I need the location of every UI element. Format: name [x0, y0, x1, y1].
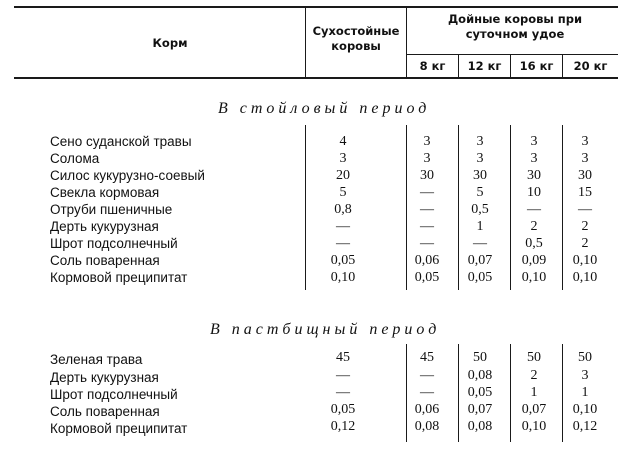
table-row-feed: Силос кукурузно-соевый — [50, 168, 205, 183]
table-row-feed: Свекла кормовая — [50, 185, 160, 200]
table-cell: 0,05 — [414, 270, 440, 285]
table-cell: 0,09 — [521, 253, 547, 268]
header-milk-cows: Дойные коровы при суточном удое — [447, 12, 583, 41]
table-row-feed: Кормовой преципитат — [50, 421, 188, 436]
table-cell: 0,07 — [467, 253, 493, 268]
table-row-feed: Соль поваренная — [50, 253, 160, 268]
table-cell: — — [336, 219, 350, 234]
table-cell: 0,05 — [330, 253, 356, 268]
table-cell: 15 — [578, 185, 592, 200]
table-row-feed: Сено суданской травы — [50, 134, 192, 149]
table-row-feed: Солома — [50, 151, 100, 166]
table-cell: 0,05 — [330, 402, 356, 417]
table-cell: 45 — [336, 350, 350, 365]
table-cell: 0,12 — [330, 419, 356, 434]
header-yield-16: 16 кг — [519, 59, 554, 73]
table-row-feed: Соль поваренная — [50, 404, 160, 419]
table-cell: — — [420, 368, 434, 383]
table-cell: 0,5 — [525, 236, 543, 251]
table-cell: 0,08 — [467, 368, 493, 383]
table-cell: 0,10 — [330, 270, 356, 285]
table-cell: 1 — [476, 219, 484, 234]
table-cell: 30 — [578, 168, 592, 183]
header-dry-cows: Сухостойные коровы — [312, 24, 400, 53]
header-bottom-rule — [14, 77, 618, 79]
table-cell: 3 — [339, 151, 347, 166]
table-cell: — — [336, 385, 350, 400]
table-cell: 0,08 — [467, 419, 493, 434]
header-yield-8: 8 кг — [419, 59, 446, 73]
table-cell: 0,10 — [572, 253, 598, 268]
table-cell: 0,10 — [572, 402, 598, 417]
stall-vrule-1 — [305, 125, 306, 290]
table-cell: — — [578, 202, 592, 217]
table-top-rule — [14, 6, 618, 8]
table-row-feed: Зеленая трава — [50, 352, 143, 367]
table-row-feed: Дерть кукурузная — [50, 219, 159, 234]
section-title-stall: В стойловый период — [218, 100, 431, 117]
table-cell: 0,10 — [521, 270, 547, 285]
table-cell: 0,06 — [414, 253, 440, 268]
header-feed: Корм — [152, 36, 188, 50]
table-row-feed: Шрот подсолнечный — [50, 236, 178, 251]
table-cell: 50 — [578, 350, 592, 365]
table-cell: 0,07 — [467, 402, 493, 417]
header-yield-12: 12 кг — [467, 59, 502, 73]
table-cell: 0,8 — [334, 202, 352, 217]
table-cell: 50 — [473, 350, 487, 365]
table-cell: 30 — [527, 168, 541, 183]
table-cell: 0,08 — [414, 419, 440, 434]
table-cell: 0,07 — [521, 402, 547, 417]
table-cell: — — [336, 236, 350, 251]
table-cell: 3 — [476, 151, 484, 166]
table-cell: 0,10 — [521, 419, 547, 434]
table-cell: 10 — [527, 185, 541, 200]
table-cell: 3 — [530, 151, 538, 166]
table-cell: 3 — [476, 134, 484, 149]
table-row-feed: Кормовой преципитат — [50, 270, 188, 285]
table-cell: 1 — [581, 385, 589, 400]
table-cell: 0,5 — [471, 202, 489, 217]
table-cell: — — [420, 219, 434, 234]
table-cell: — — [420, 385, 434, 400]
table-cell: 20 — [336, 168, 350, 183]
section-title-pasture: В пастбищный период — [210, 321, 441, 338]
table-cell: — — [473, 236, 487, 251]
table-row-feed: Отруби пшеничные — [50, 202, 173, 217]
table-cell: 2 — [581, 236, 589, 251]
table-cell: — — [420, 185, 434, 200]
table-cell: 1 — [530, 385, 538, 400]
table-cell: 3 — [581, 368, 589, 383]
table-cell: 0,10 — [572, 270, 598, 285]
table-cell: 3 — [530, 134, 538, 149]
table-cell: 0,12 — [572, 419, 598, 434]
header-vrule-feed — [305, 6, 306, 78]
header-yield-20: 20 кг — [573, 59, 608, 73]
table-cell: 0,05 — [467, 385, 493, 400]
table-cell: — — [527, 202, 541, 217]
table-cell: 3 — [423, 134, 431, 149]
table-cell: 3 — [581, 134, 589, 149]
table-cell: 45 — [420, 350, 434, 365]
table-cell: 30 — [473, 168, 487, 183]
table-cell: — — [420, 236, 434, 251]
table-cell: 3 — [581, 151, 589, 166]
yield-subheader-rule — [406, 54, 618, 55]
table-cell: 2 — [581, 219, 589, 234]
table-row-feed: Дерть кукурузная — [50, 370, 159, 385]
table-cell: — — [336, 368, 350, 383]
table-cell: 0,06 — [414, 402, 440, 417]
table-cell: — — [420, 202, 434, 217]
table-cell: 30 — [420, 168, 434, 183]
table-cell: 3 — [423, 151, 431, 166]
table-cell: 0,05 — [467, 270, 493, 285]
table-cell: 2 — [530, 219, 538, 234]
table-row-feed: Шрот подсолнечный — [50, 387, 178, 402]
table-cell: 5 — [339, 185, 347, 200]
table-cell: 5 — [476, 185, 484, 200]
table-cell: 50 — [527, 350, 541, 365]
table-cell: 2 — [530, 368, 538, 383]
table-cell: 4 — [339, 134, 347, 149]
